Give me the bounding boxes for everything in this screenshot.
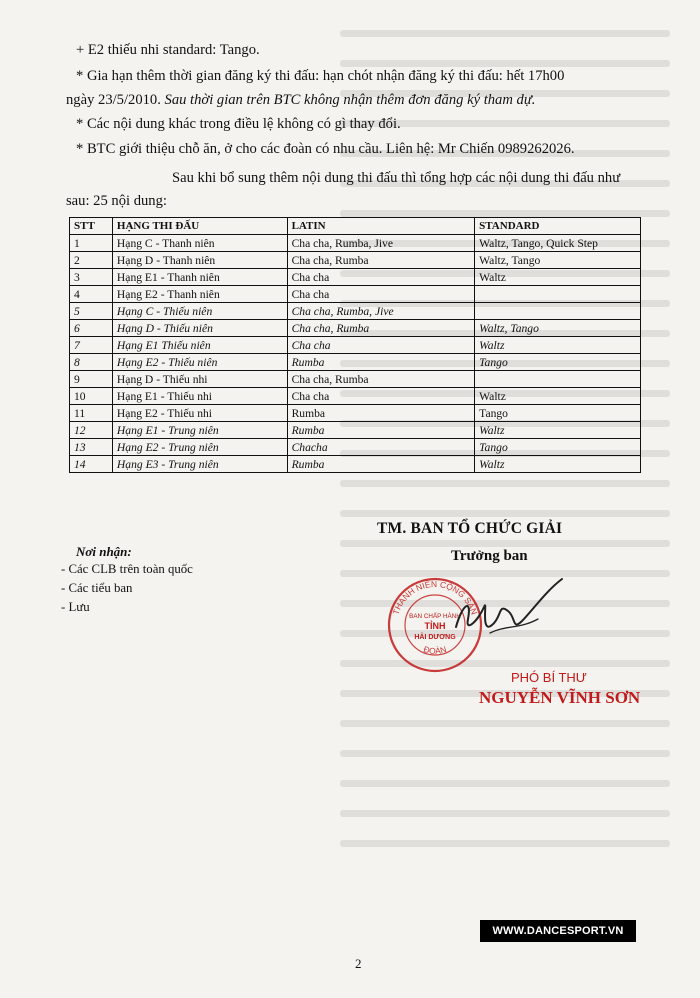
competition-table <box>69 217 641 473</box>
cell-stt: 11 <box>70 405 113 422</box>
watermark-label: WWW.DANCESPORT.VN <box>480 920 636 942</box>
cell-stt: 14 <box>70 456 113 473</box>
cell-latin: Cha cha, Rumba <box>287 320 475 337</box>
deadline-note-italic: Sau thời gian trên BTC không nhận thêm đơn đăng ký tham dự. <box>164 92 536 108</box>
cell-latin: Cha cha <box>287 337 475 354</box>
table-header-row <box>70 218 641 235</box>
cell-stt: 6 <box>70 320 113 337</box>
table-row <box>70 456 641 473</box>
table-row <box>70 252 641 269</box>
cell-standard <box>475 286 641 303</box>
page-number: 2 <box>355 956 362 971</box>
cell-standard: Waltz, Tango <box>475 252 641 269</box>
cell-category: Hạng C - Thiếu niên <box>112 303 287 320</box>
body-line-summary-intro: Sau khi bổ sung thêm nội dung thi đấu thì tổng hợp các nội dung thi đấu như <box>172 170 621 186</box>
cell-stt: 4 <box>70 286 113 303</box>
deadline-date-text: ngày 23/5/2010. <box>66 92 165 108</box>
cell-category: Hạng E1 - Thanh niên <box>112 269 287 286</box>
cell-standard <box>475 371 641 388</box>
header-stt: STT <box>70 218 113 235</box>
body-line-other-rules: * Các nội dung khác trong điều lệ không có gì thay đổi. <box>76 116 401 132</box>
cell-standard: Waltz <box>475 388 641 405</box>
cell-latin: Rumba <box>287 405 475 422</box>
cell-latin: Chacha <box>287 439 475 456</box>
recipients-title: Nơi nhận: <box>76 544 132 559</box>
cell-stt: 3 <box>70 269 113 286</box>
cell-stt: 7 <box>70 337 113 354</box>
cell-standard: Waltz, Tango <box>475 320 641 337</box>
cell-standard: Waltz <box>475 269 641 286</box>
cell-latin: Cha cha, Rumba <box>287 371 475 388</box>
table-row <box>70 269 641 286</box>
body-line-accommodation: * BTC giới thiệu chỗ ăn, ở cho các đoàn có nhu cầu. Liên hệ: Mr Chiến 0989262026. <box>76 141 575 157</box>
table-row <box>70 354 641 371</box>
cell-standard: Tango <box>475 439 641 456</box>
cell-stt: 9 <box>70 371 113 388</box>
cell-standard: Tango <box>475 354 641 371</box>
svg-text:ĐOÀN <box>422 644 447 656</box>
cell-stt: 13 <box>70 439 113 456</box>
header-standard: STANDARD <box>475 218 641 235</box>
body-line-deadline: * Gia hạn thêm thời gian đăng ký thi đấu: hạn chót nhận đăng ký thi đấu: hết 17h00 <box>76 68 565 84</box>
cell-category: Hạng E2 - Trung niên <box>112 439 287 456</box>
header-category: HẠNG THI ĐẤU <box>112 218 287 235</box>
table-row <box>70 422 641 439</box>
cell-stt: 1 <box>70 235 113 252</box>
stamp-inner-line-3: HẢI DƯƠNG <box>414 634 456 641</box>
cell-category: Hạng C - Thanh niên <box>112 235 287 252</box>
cell-stt: 10 <box>70 388 113 405</box>
cell-stt: 2 <box>70 252 113 269</box>
table-row <box>70 388 641 405</box>
cell-latin: Cha cha, Rumba <box>287 252 475 269</box>
cell-standard <box>475 303 641 320</box>
recipient-item: - Các tiểu ban <box>61 581 133 595</box>
table-row <box>70 337 641 354</box>
cell-stt: 12 <box>70 422 113 439</box>
cell-latin: Cha cha <box>287 286 475 303</box>
stamp-outer-text: THANH NIÊN CỘNG SẢN <box>390 578 480 617</box>
signature-role: Trưởng ban <box>451 548 528 564</box>
cell-category: Hạng E1 Thiếu niên <box>112 337 287 354</box>
cell-category: Hạng E2 - Thiếu niên <box>112 354 287 371</box>
stamp-inner-line-1: BAN CHẤP HÀNH <box>409 613 461 620</box>
table-row <box>70 405 641 422</box>
stamp-bottom-text: ĐOÀN <box>422 643 448 657</box>
body-line-e2-tango: + E2 thiếu nhi standard: Tango. <box>76 42 260 58</box>
cell-stt: 5 <box>70 303 113 320</box>
cell-category: Hạng E2 - Thiếu nhi <box>112 405 287 422</box>
cell-latin: Rumba <box>287 354 475 371</box>
cell-latin: Rumba <box>287 422 475 439</box>
cell-latin: Rumba <box>287 456 475 473</box>
cell-category: Hạng D - Thanh niên <box>112 252 287 269</box>
signer-name: NGUYỄN VĨNH SƠN <box>479 688 641 707</box>
handwritten-signature <box>450 575 570 645</box>
cell-category: Hạng E1 - Thiếu nhi <box>112 388 287 405</box>
cell-latin: Cha cha, Rumba, Jive <box>287 303 475 320</box>
body-line-summary-count: sau: 25 nội dung: <box>66 193 167 209</box>
body-line-deadline-date <box>66 90 535 111</box>
signature-organization: TM. BAN TỔ CHỨC GIẢI <box>377 520 563 537</box>
recipient-item: - Các CLB trên toàn quốc <box>61 562 193 576</box>
table-row <box>70 371 641 388</box>
cell-category: Hạng E1 - Trung niên <box>112 422 287 439</box>
cell-standard: Waltz <box>475 456 641 473</box>
table-row <box>70 439 641 456</box>
table-row <box>70 320 641 337</box>
table-row <box>70 286 641 303</box>
signer-title: PHÓ BÍ THƯ <box>511 670 587 685</box>
cell-category: Hạng E2 - Thanh niên <box>112 286 287 303</box>
cell-standard: Waltz <box>475 337 641 354</box>
cell-category: Hạng E3 - Trung niên <box>112 456 287 473</box>
cell-stt: 8 <box>70 354 113 371</box>
cell-standard: Waltz <box>475 422 641 439</box>
cell-category: Hạng D - Thiếu nhi <box>112 371 287 388</box>
cell-latin: Cha cha, Rumba, Jive <box>287 235 475 252</box>
cell-latin: Cha cha <box>287 388 475 405</box>
table-row <box>70 235 641 252</box>
cell-category: Hạng D - Thiếu niên <box>112 320 287 337</box>
stamp-inner-line-2: TỈNH <box>424 621 446 631</box>
cell-standard: Waltz, Tango, Quick Step <box>475 235 641 252</box>
table-row <box>70 303 641 320</box>
header-latin: LATIN <box>287 218 475 235</box>
cell-standard: Tango <box>475 405 641 422</box>
cell-latin: Cha cha <box>287 269 475 286</box>
recipient-item: - Lưu <box>61 600 90 614</box>
